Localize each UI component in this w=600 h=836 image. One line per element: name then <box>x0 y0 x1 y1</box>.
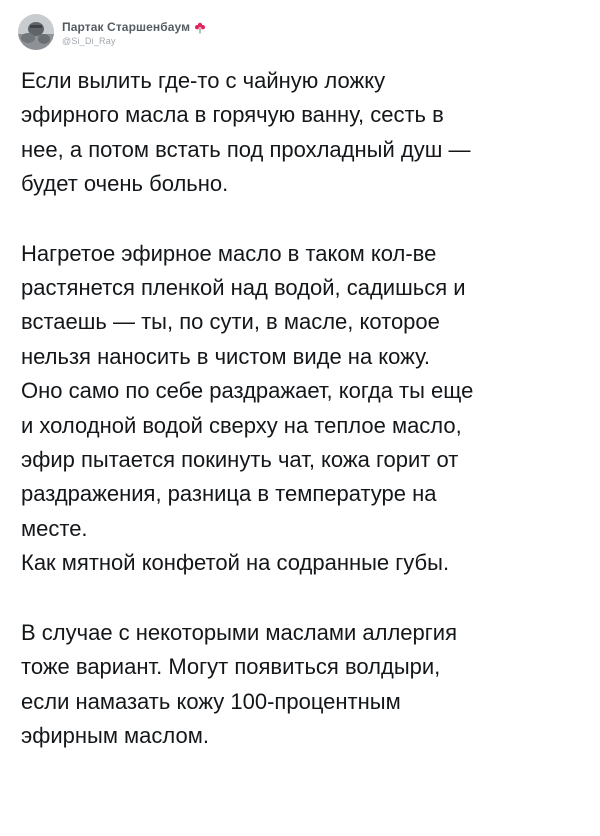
tweet-header <box>18 12 206 52</box>
tweet-paragraph: Нагретое эфирное масло в таком кол-ве растянется пленкой над водой, садишься и встаешь — ты, по сути, в масле, которое нельзя наносить в чистом виде на кожу. Оно само по себе раздражает, когда ты еще и холодной водой сверху на теплое масло, эфир пытается покинуть чат, кожа горит от раздражения, разница в температуре на месте. Как мятной конфетой на содранные губы. <box>21 240 474 576</box>
tweet-paragraph: В случае с некоторыми маслами аллергия тоже вариант. Могут появиться волдыри, если намазать кожу 100-процентным эфирным маслом. <box>21 619 457 748</box>
tweet-paragraph: Если вылить где-то с чайную ложку эфирного масла в горячую ванну, сесть в нее, а потом встать под прохладный душ — будет очень больно. <box>21 68 471 197</box>
author-info <box>62 19 206 46</box>
avatar-image <box>18 14 54 50</box>
author-display-name[interactable]: Партак Старшенбаум <box>62 19 191 34</box>
flower-icon <box>194 21 206 33</box>
author-handle[interactable]: @Si_Di_Ray <box>62 35 116 46</box>
avatar[interactable] <box>18 14 54 50</box>
tweet-text <box>21 64 591 753</box>
